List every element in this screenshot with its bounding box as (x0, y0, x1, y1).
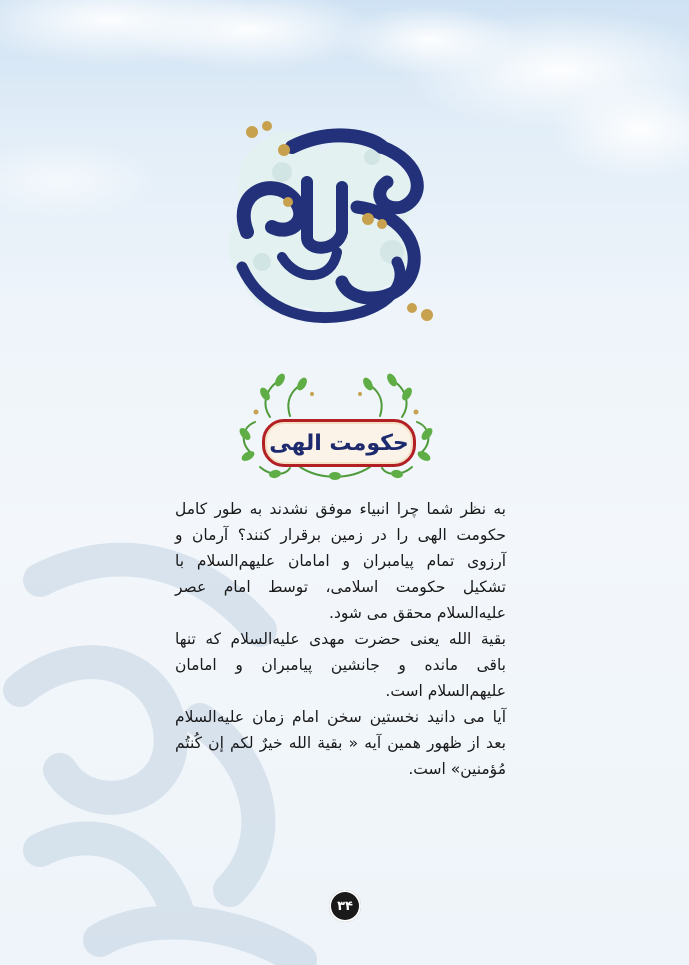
page-number: ۳۴ (329, 890, 361, 922)
section-title: حکومت الهی (269, 430, 409, 456)
baqiyatallah-calligraphy-logo (222, 112, 440, 334)
paragraph-2: بقیة الله یعنی حضرت مهدی علیه‌السلام که تنها باقی مانده و جانشین پیامبران و امامان علیهم‌السلام است. (175, 630, 506, 700)
section-title-box (262, 419, 416, 467)
paragraph-1: به نظر شما چرا انبیاء موفق نشدند به طور کامل حکومت الهی را در زمین برقرار کنند؟ آرمان و آرزوی تمام پیامبران و امامان علیهم‌السلام با تشکیل حکومت اسلامی، توسط امام عصر علیه‌السلام محقق می شود. (175, 500, 506, 622)
paragraph-3: آیا می دانید نخستین سخن امام زمان علیه‌السلام بعد از ظهور همین آیه « بقیة الله خیرٌ لکم إن کُنتُم مُؤمنین» است. (175, 708, 506, 778)
body-text (175, 496, 506, 782)
